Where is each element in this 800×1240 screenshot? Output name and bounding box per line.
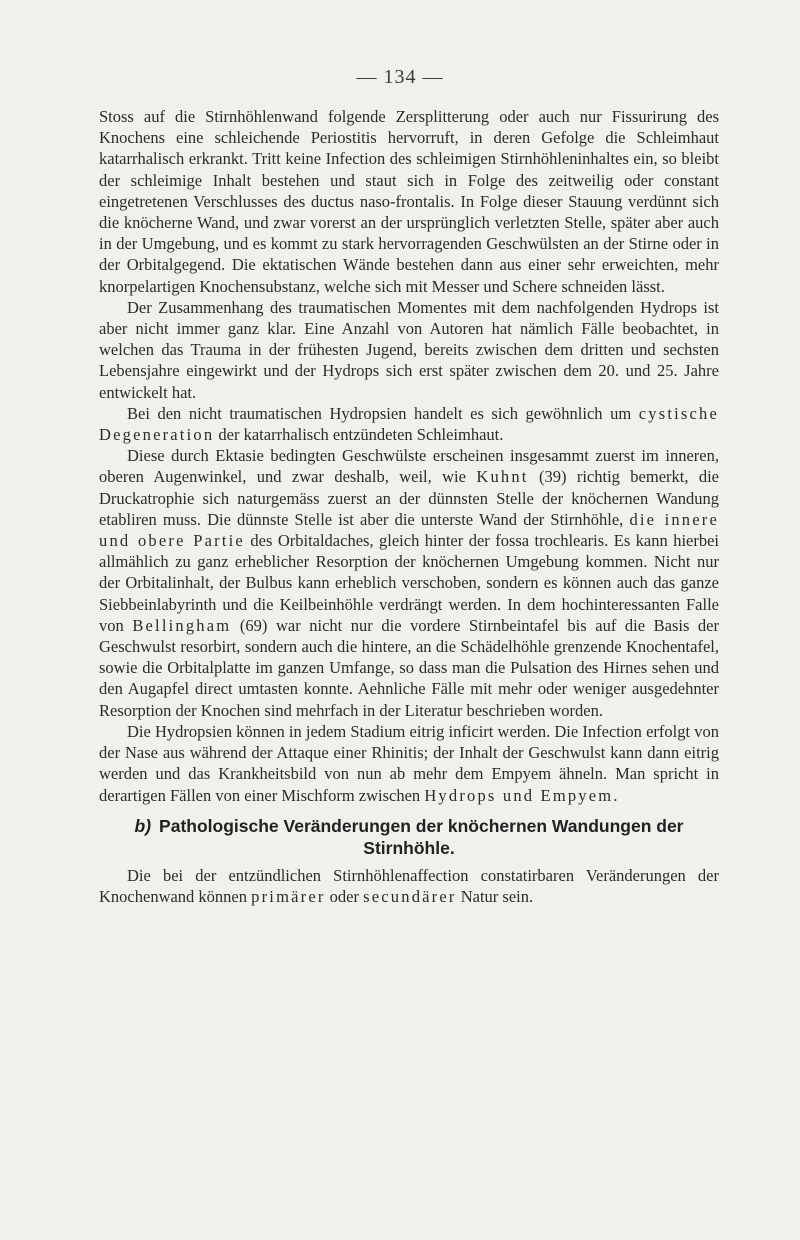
paragraph-5 [99, 721, 719, 806]
section-heading [99, 815, 719, 859]
paragraph-3 [99, 403, 719, 445]
body-text [99, 106, 719, 907]
author-kuhnt: Kuhnt [476, 467, 529, 487]
paragraph-2: Der Zusammenhang des traumatischen Momentes mit dem nachfolgenden Hydrops ist aber nicht immer ganz klar. Eine Anzahl von Autoren hat nämlich Fälle beobachtet, in welchen das Trauma in der frühesten Jugend, bereits zwischen dem dritten und sechsten Lebensjahre eingewirkt und der Hydrops sich erst später zwischen dem 20. und 25. Jahre entwickelt hat. [99, 297, 719, 402]
author-bellingham: Bellingham [132, 615, 232, 635]
paragraph-3-text-end: der katarrhalisch entzündeten Schleimhaut. [214, 425, 504, 445]
emphasis-hydrops-empyem: Hydrops und Empyem [424, 785, 614, 805]
section-title: Pathologische Veränderungen der knöchernen Wandungen der Stirnhöhle. [159, 815, 684, 858]
page-number: — 134 — [356, 66, 444, 88]
emphasis-secondary: secundärer [363, 886, 457, 906]
paragraph-4-text-a: Diese durch Ektasie bedingten Geschwülste erscheinen insgesammt zuerst im inneren, oberen Augenwinkel, und zwar deshalb, weil, wie [99, 446, 719, 487]
paragraph-4-text-d: (69) war nicht nur die vordere Stirnbeintafel bis auf die Basis der Geschwulst resorbirt, sondern auch die hintere, an die Schädelhöhle grenzende Knochentafel, sowie die Orbitalplatte im ganzen Umfange, so dass man die Pulsation des Hirnes sehen und den Augapfel direct umtasten konnte. Aehnliche Fälle mit mehr oder weniger ausgedehnter Resorption der Knochen sind mehrfach in der Literatur beschrieben worden. [99, 615, 720, 720]
section-letter: b) [134, 815, 152, 836]
paragraph-3-text: Bei den nicht traumatischen Hydropsien handelt es sich gewöhnlich um [127, 403, 639, 423]
paragraph-4-text-c: des Orbitaldaches, gleich hinter der fossa trochlearis. Es kann hierbei allmählich zu ganz erheblicher Resorption der knöchernen Umgebung kommen. Nicht nur der Orbitalinhalt, der Bulbus kann erheblich verschoben, sondern es können auch das ganze Siebbeinlabyrinth und die Keilbeinhöhle verdrängt werden. In dem hochinteressanten Falle von [99, 531, 719, 635]
emphasis-primary: primärer [251, 886, 326, 906]
paragraph-4-text-b: (39) richtig bemerkt, die Druckatrophie sich naturgemäss zuerst an der dünnsten Stelle der knöchernen Wandung etabliren muss. Die dünnste Stelle ist aber die unterste Wand der Stirnhöhle, [99, 467, 720, 529]
paragraph-6-text-a: Die bei der entzündlichen Stirnhöhlenaffection constatirbaren Veränderungen der Knochenwand können [99, 865, 719, 906]
emphasis-cystic-degeneration: cystische Degeneration [99, 403, 719, 445]
paragraph-6-text-b: Natur sein. [456, 886, 534, 906]
paragraph-4 [99, 445, 719, 721]
paragraph-6-text-mid: oder [325, 886, 364, 906]
paragraph-5-text-b: . [613, 785, 618, 805]
emphasis-inner-upper-part: die innere und obere Partie [99, 509, 719, 551]
paragraph-5-text-a: Die Hydropsien können in jedem Stadium eitrig inficirt werden. Die Infection erfolgt von der Nase aus während der Attaque einer Rhinitis; der Inhalt der Geschwulst kann dann eitrig werden und das Krankheitsbild von nun ab mehr dem Empyem ähneln. Man spricht in derartigen Fällen von einer Mischform zwischen [99, 721, 719, 805]
paragraph-1: Stoss auf die Stirnhöhlenwand folgende Zersplitterung oder auch nur Fissurirung des Knochens eine schleichende Periostitis hervorruft, in deren Gefolge die Schleimhaut katarrhalisch erkrankt. Tritt keine Infection des schleimigen Stirnhöhleninhaltes ein, so bleibt der schleimige Inhalt bestehen und staut sich in Folge des zeitweilig oder constant eingetretenen Verschlusses des ductus naso-frontalis. In Folge dieser Stauung verdünnt sich die knöcherne Wand, und zwar vorerst an der ursprünglich verletzten Stelle, später aber auch in der Umgebung, und es kommt zu stark hervorragenden Geschwülsten an der Stirne oder in der Orbitalgegend. Die ektatischen Wände bestehen dann aus einer sehr erweichten, mehr knorpelartigen Knochensubstanz, welche sich mit Messer und Schere schneiden lässt. [99, 107, 719, 296]
paragraph-6 [99, 865, 719, 907]
